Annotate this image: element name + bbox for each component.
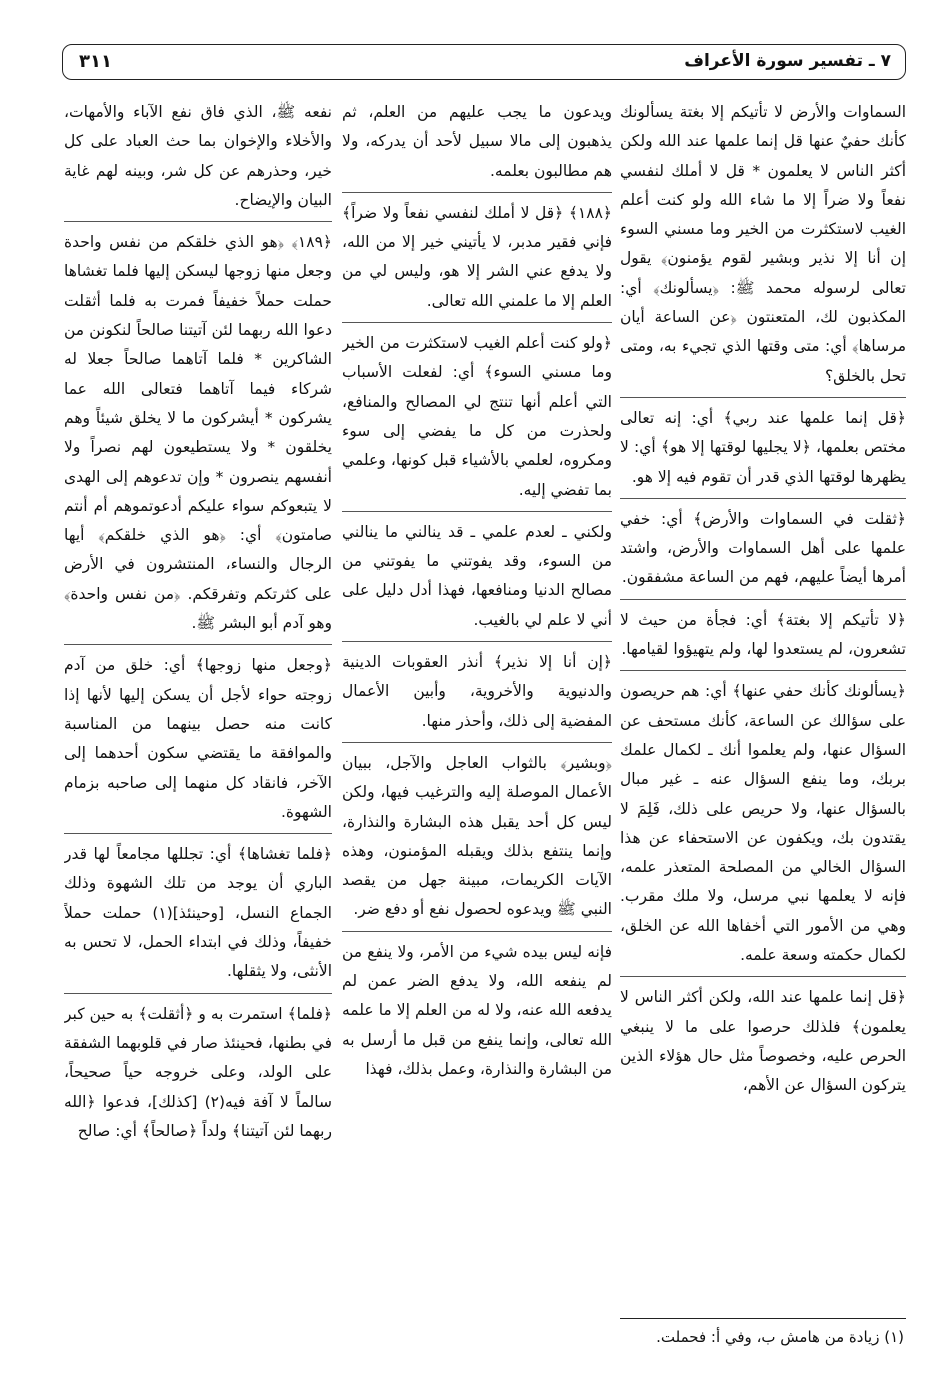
- paragraph: السماوات والأرض لا تأتيكم إلا بغتة يسألونك كأنك حفيٌ عنها قل إنما علمها عند الله ولكن أكثر الناس لا يعلمون * قل لا أملك لنفسي نفعاً ولا ضراً إلا ما شاء الله ولو كنت أعلم الغيب لاستكثرت من الخير وما مسني السوء إن أنا إلا نذير وبشير لقوم يؤمنون﴾ يقول تعالى لرسوله محمد ﷺ: ﴿يسألونك﴾ أي: المكذبون لك، المتعنتون ﴿عن الساعة أيان مرساها﴾ أي: متى وقتها الذي تجيء به، ومتى تحل بالخلق؟: [620, 103, 906, 385]
- paragraph: ﴿يسألونك كأنك حفي عنها﴾ أي: هم حريصون على سؤالك عن الساعة، كأنك مستحف عن السؤال عنها، ولم يعلموا أنك ـ لكمال علمك بربك، وما ينفع السؤال عنه ـ غير مبال بالسؤال عنها، ولا حريص على ذلك، فَلِمَ لا يقتدون بك، ويكفون عن الاستحفاء عن هذا السؤال الخالي من المصلحة المتعذر علمه، فإنه لا يعلمها نبي مرسل، ولا ملك مقرب. وهي من الأمور التي أخفاها الله عن الخلق، لكمال حكمته وسعة علمه.: [620, 670, 906, 970]
- paragraph: ولكني ـ لعدم علمي ـ قد ينالني ما ينالني من السوء، وقد يفوتني ما يفوتني من مصالح الدنيا ومنافعها، فهذا أدل دليل على أني لا علم لي بالغيب.: [342, 511, 612, 635]
- paragraph: ﴿فلما﴾ استمرت به و ﴿أثقلت﴾ به حين كبر في بطنها، فحينئذ صار في قلوبهما الشفقة على الولد، وعلى خروجه حياً صحيحاً، سالماً لا آفة فيه(٢) [كذلك]، فدعوا ﴿الله ربهما لئن آتيتنا﴾ ولداً ﴿صالحاً﴾ أي: صالح: [64, 993, 332, 1146]
- paragraph: ﴿وبشير﴾ بالثواب العاجل والآجل، ببيان الأعمال الموصلة إليه والترغيب فيها، ولكن ليس كل أحد يقبل هذه البشارة والنذارة، وإنما ينتفع بذلك ويقبله المؤمنون، وهذه الآيات الكريمات، مبينة جهل من يقصد النبي ﷺ ويدعوه لحصول نفع أو دفع ضر.: [342, 742, 612, 925]
- paragraph: ﴿ثقلت في السماوات والأرض﴾ أي: خفي علمها على أهل السماوات والأرض، واشتد أمرها أيضاً عليهم، فهم من الساعة مشفقون.: [620, 498, 906, 593]
- paragraph: فإنه ليس بيده شيء من الأمر، ولا ينفع من لم ينفعه الله، ولا يدفع الضر عمن لم يدفعه الله عنه، ولا له من العلم إلا ما علمه الله تعالى، وإنما ينفع من قبل ما أرسل به من البشارة والنذارة، وعمل بذلك، فهذا: [342, 931, 612, 1084]
- footnote-divider: [620, 1318, 906, 1319]
- paragraph: ويدعون ما يجب عليهم من العلم، ثم يذهبون إلى مالا سبيل لأحد أن يدركه، ولا هم مطالبون بعلمه.: [342, 103, 612, 180]
- footnote: (١) زيادة من هامش ب، وفي أ: فحملت.: [656, 1328, 904, 1346]
- column-middle: [342, 92, 612, 1302]
- page-number: ٣١١: [79, 51, 112, 72]
- paragraph: ﴿١٨٩﴾ ﴿هو الذي خلقكم من نفس واحدة وجعل منها زوجها ليسكن إليها فلما تغشاها حملت حملاً خفيفاً فمرت به فلما أثقلت دعوا الله ربهما لئن آتيتنا صالحاً لنكونن من الشاكرين * فلما آتاهما صالحاً جعلا له شركاء فيما آتاهما فتعالى الله عما يشركون * أيشركون ما لا يخلق شيئاً وهم يخلقون * ولا يستطيعون لهم نصراً ولا أنفسهم ينصرون * وإن تدعوهم إلى الهدى لا يتبعوكم سواء عليكم أدعوتموهم أم أنتم صامتون﴾ أي: ﴿هو الذي خلقكم﴾ أيها الرجال والنساء، المنتشرون في الأرض على كثرتكم وتفرقكم. ﴿من نفس واحدة﴾ وهو آدم أبو البشر ﷺ.: [64, 221, 332, 638]
- paragraph: نفعه ﷺ، الذي فاق نفع الآباء والأمهات، والأخلاء والإخوان بما حث العباد على كل خير، وحذرهم عن كل شر، وبينه لهم غاية البيان والإيضاح.: [64, 103, 332, 209]
- column-left: [64, 92, 332, 1302]
- paragraph: ﴿إن أنا إلا نذير﴾ أنذر العقوبات الدينية والدنيوية والأخروية، وأبين الأعمال المفضية إلى ذلك، وأحذر منها.: [342, 641, 612, 736]
- paragraph: ﴿فلما تغشاها﴾ أي: تجللها مجامعاً لها قدر الباري أن يوجد من تلك الشهوة وذلك الجماع النسل، [وحينئذ](١) حملت حملاً خفيفاً، وذلك في ابتداء الحمل، لا تحس به الأنثى، ولا يثقلها.: [64, 833, 332, 986]
- paragraph: ﴿١٨٨﴾ ﴿قل لا أملك لنفسي نفعاً ولا ضراً﴾ فإني فقير مدبر، لا يأتيني خير إلا من الله، ولا يدفع عني الشر إلا هو، وليس لي من العلم إلا ما علمني الله تعالى.: [342, 192, 612, 316]
- paragraph: ﴿وجعل منها زوجها﴾ أي: خلق من آدم زوجته حواء لأجل أن يسكن إليها لأنها إذا كانت منه حصل بينهما من المناسبة والموافقة ما يقتضي سكون أحدهما إلى الآخر، فانقاد كل منهما إلى صاحبه بزمام الشهوة.: [64, 644, 332, 827]
- paragraph: ﴿قل إنما علمها عند ربي﴾ أي: إنه تعالى مختص بعلمها، ﴿لا يجليها لوقتها إلا هو﴾ أي: لا يظهرها لوقتها الذي قدر أن تقوم فيه إلا هو.: [620, 397, 906, 492]
- column-right: [620, 92, 906, 1302]
- paragraph: ﴿لا تأتيكم إلا بغتة﴾ أي: فجأة من حيث لا تشعرون، لم يستعدوا لها، ولم يتهيؤوا لقيامها.: [620, 599, 906, 665]
- paragraph: ﴿قل إنما علمها عند الله، ولكن أكثر الناس لا يعلمون﴾ فلذلك حرصوا على ما لا ينبغي الحرص عليه، وخصوصاً مثل حال هؤلاء الذين يتركون السؤال عن الأهم،: [620, 976, 906, 1100]
- page-header: [62, 44, 906, 80]
- paragraph: ﴿ولو كنت أعلم الغيب لاستكثرت من الخير وما مسني السوء﴾ أي: لفعلت الأسباب التي أعلم أنها تنتج لي المصالح والمنافع، ولحذرت من كل ما يفضي إلى سوء ومكروه، لعلمي بالأشياء قبل كونها، وعلمي بما تفضي إليه.: [342, 322, 612, 505]
- chapter-title: ٧ ـ تفسير سورة الأعراف: [684, 51, 891, 71]
